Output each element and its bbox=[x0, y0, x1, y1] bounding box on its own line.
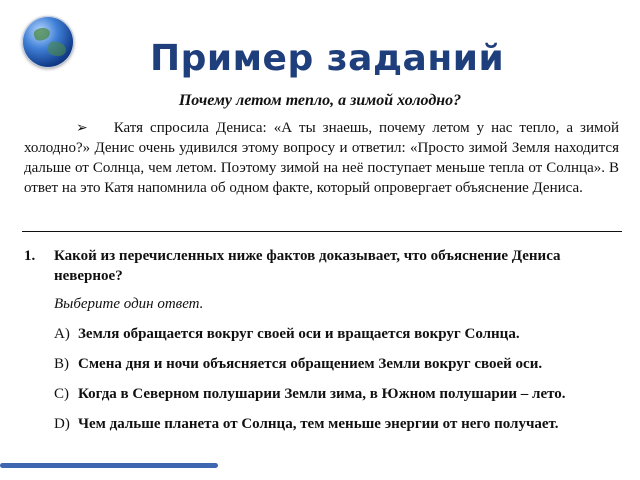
answer-letter: D) bbox=[54, 416, 70, 432]
question-number: 1. bbox=[24, 248, 36, 264]
globe-icon bbox=[22, 16, 74, 68]
slide-title: Пример заданий bbox=[150, 38, 505, 79]
answer-letter: A) bbox=[54, 326, 70, 342]
question-instruction: Выберите один ответ. bbox=[54, 296, 204, 312]
answer-list bbox=[24, 324, 624, 434]
task-paragraph-text: Катя спросила Дениса: «А ты знаешь, почему летом у нас тепло, а зимой холодно?» Денис очень удивился этому вопросу и ответил: «Просто зимой Земля находится дальше от Солнца, чем летом. Поэтому зимой на неё поступает меньше тепла от Солнца». В ответ на это Катя напомнила об одном факте, который опровергает объяснение Дениса. bbox=[24, 120, 619, 196]
arrow-bullet-icon: ➢ bbox=[76, 120, 88, 136]
answer-option-b[interactable] bbox=[24, 354, 624, 374]
answer-letter: C) bbox=[54, 386, 69, 402]
answer-text: Смена дня и ночи объясняется обращением Земли вокруг своей оси. bbox=[78, 356, 543, 372]
task-subtitle: Почему летом тепло, а зимой холодно? bbox=[178, 92, 462, 109]
answer-letter: B) bbox=[54, 356, 69, 372]
accent-bar bbox=[0, 463, 218, 468]
answer-option-a[interactable] bbox=[24, 324, 624, 344]
answer-text: Чем дальше планета от Солнца, тем меньше энергии от него получает. bbox=[78, 416, 559, 432]
answer-text: Когда в Северном полушарии Земли зима, в Южном полушарии – лето. bbox=[78, 386, 566, 402]
task-paragraph bbox=[24, 118, 619, 198]
question-text: Какой из перечисленных ниже фактов доказывает, что объяснение Дениса неверное? bbox=[54, 248, 561, 284]
answer-option-d[interactable] bbox=[24, 414, 624, 434]
answer-option-c[interactable] bbox=[24, 384, 624, 404]
divider bbox=[22, 231, 622, 232]
answer-text: Земля обращается вокруг своей оси и вращается вокруг Солнца. bbox=[78, 326, 520, 342]
question-block bbox=[24, 246, 624, 444]
